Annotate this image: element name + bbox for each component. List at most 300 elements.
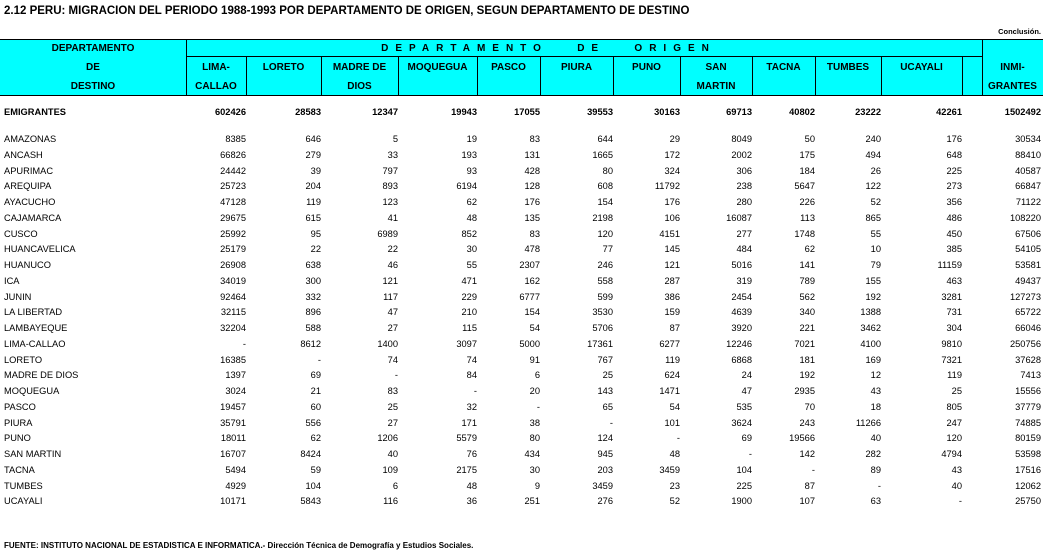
migration-value-cell: 2175	[456, 465, 477, 475]
migration-value-cell: 123	[382, 197, 398, 207]
migration-value-cell: 76	[466, 449, 477, 459]
destination-row-label: LAMBAYEQUE	[4, 323, 68, 333]
origin-column-header: UCAYALI	[900, 62, 943, 73]
migration-value-cell: 65	[602, 402, 613, 412]
migration-value-cell: 25723	[220, 181, 246, 191]
table-title: 2.12 PERU: MIGRACION DEL PERIODO 1988-1993 POR DEPARTAMENTO DE ORIGEN, SEGUN DEPARTAMENTO DE DESTINO	[4, 5, 690, 17]
migration-value-cell: 789	[799, 276, 815, 286]
migration-value-cell: 5494	[225, 465, 246, 475]
migration-value-cell: 43	[951, 465, 962, 475]
migration-value-cell: 24442	[220, 166, 246, 176]
migration-value-cell: 11159	[937, 260, 962, 270]
migration-value-cell: 10	[870, 244, 881, 254]
migration-value-cell: 92464	[220, 292, 246, 302]
emigrantes-total-cell: 39553	[587, 107, 613, 117]
migration-value-cell: 121	[664, 260, 680, 270]
migration-value-cell: 6989	[377, 229, 398, 239]
migration-value-cell: 5647	[794, 181, 815, 191]
migration-value-cell: 113	[800, 213, 815, 223]
migration-value-cell: 3624	[731, 418, 752, 428]
migration-value-cell: 115	[462, 323, 477, 333]
migration-value-cell: 6277	[659, 339, 680, 349]
migration-value-cell: 3459	[592, 481, 613, 491]
destination-row-label: LORETO	[4, 355, 43, 365]
destination-row-label: AREQUIPA	[4, 181, 52, 191]
migration-value-cell: 484	[736, 244, 752, 254]
migration-value-cell: 282	[865, 449, 881, 459]
migration-value-cell: 385	[946, 244, 962, 254]
migration-value-cell: 8385	[225, 134, 246, 144]
migration-value-cell: 192	[865, 292, 881, 302]
migration-value-cell: 192	[799, 370, 815, 380]
migration-value-cell: 280	[736, 197, 752, 207]
migration-value-cell: 3459	[659, 465, 680, 475]
migration-value-cell: 356	[946, 197, 962, 207]
migration-value-cell: 48	[669, 449, 680, 459]
migration-value-cell: 37779	[1015, 402, 1041, 412]
migration-value-cell: 175	[799, 150, 815, 160]
migration-value-cell: 644	[597, 134, 613, 144]
destination-row-label: ANCASH	[4, 150, 43, 160]
migration-value-cell: 25	[602, 370, 613, 380]
migration-value-cell: 535	[736, 402, 752, 412]
migration-value-cell: 121	[382, 276, 398, 286]
migration-value-cell: 1665	[592, 150, 613, 160]
migration-value-cell: 154	[524, 307, 540, 317]
migration-value-cell: 471	[461, 276, 477, 286]
migration-value-cell: 83	[387, 386, 398, 396]
migration-value-cell: 104	[305, 481, 321, 491]
migration-value-cell: 27	[387, 418, 398, 428]
migration-value-cell: 3530	[592, 307, 613, 317]
migration-value-cell: 46	[387, 260, 398, 270]
migration-value-cell: 69	[741, 433, 752, 443]
migration-value-cell: 29	[669, 134, 680, 144]
migration-value-cell: 95	[310, 229, 321, 239]
source-footer: FUENTE: INSTITUTO NACIONAL DE ESTADISTICA E INFORMATICA.- Dirección Técnica de Demografía y Estudios Sociales.	[4, 541, 474, 550]
migration-value-cell: 30	[529, 465, 540, 475]
migration-value-cell: 40	[387, 449, 398, 459]
migration-value-cell: 319	[736, 276, 752, 286]
migration-value-cell: 25	[387, 402, 398, 412]
migration-value-cell: 66847	[1015, 181, 1041, 191]
migration-value-cell: 2454	[731, 292, 752, 302]
migration-value-cell: -	[748, 449, 752, 459]
migration-value-cell: 124	[597, 433, 613, 443]
migration-value-cell: 16087	[726, 213, 752, 223]
header-inmigrantes-line-2: GRANTES	[988, 81, 1037, 92]
destination-row-label: HUANUCO	[4, 260, 52, 270]
migration-value-cell: 48	[466, 481, 477, 491]
origin-column-header: CALLAO	[195, 81, 237, 92]
migration-value-cell: 25750	[1015, 496, 1041, 506]
migration-value-cell: 91	[529, 355, 540, 365]
migration-value-cell: 1397	[225, 370, 246, 380]
migration-value-cell: 40	[870, 433, 881, 443]
migration-value-cell: 1900	[731, 496, 752, 506]
migration-value-cell: 19457	[220, 402, 246, 412]
migration-value-cell: 55	[870, 229, 881, 239]
migration-value-cell: 243	[799, 418, 815, 428]
migration-value-cell: 1388	[860, 307, 881, 317]
migration-value-cell: 107	[799, 496, 815, 506]
migration-value-cell: 40	[951, 481, 962, 491]
migration-value-cell: 172	[664, 150, 680, 160]
emigrantes-total-cell: 12347	[372, 107, 398, 117]
migration-value-cell: 89	[870, 465, 881, 475]
migration-value-cell: 638	[305, 260, 321, 270]
origin-column-divider	[962, 56, 963, 95]
migration-value-cell: 66826	[220, 150, 246, 160]
migration-value-cell: 119	[947, 370, 962, 380]
origin-column-header: PASCO	[491, 62, 526, 73]
migration-value-cell: 6	[392, 481, 398, 491]
migration-value-cell: 3024	[225, 386, 246, 396]
migration-value-cell: 104	[736, 465, 752, 475]
emigrantes-total-cell: 42261	[936, 107, 962, 117]
migration-value-cell: 176	[524, 197, 540, 207]
migration-value-cell: 852	[461, 229, 477, 239]
origin-column-header: SAN	[705, 62, 727, 73]
migration-value-cell: 9810	[941, 339, 962, 349]
conclusion-note: Conclusión.	[998, 27, 1041, 36]
migration-value-cell: 386	[664, 292, 680, 302]
migration-value-cell: 154	[597, 197, 613, 207]
emigrantes-total-cell: 602426	[214, 107, 246, 117]
migration-value-cell: 52	[669, 496, 680, 506]
emigrantes-total-cell: 69713	[726, 107, 752, 117]
migration-value-cell: 238	[736, 181, 752, 191]
migration-value-cell: 250756	[1009, 339, 1041, 349]
migration-value-cell: 562	[799, 292, 815, 302]
migration-value-cell: 15556	[1015, 386, 1041, 396]
migration-value-cell: 127273	[1009, 292, 1041, 302]
destination-row-label: TUMBES	[4, 481, 43, 491]
migration-value-cell: 101	[664, 418, 680, 428]
migration-value-cell: 246	[597, 260, 613, 270]
destination-row-label: HUANCAVELICA	[4, 244, 76, 254]
migration-value-cell: 494	[865, 150, 881, 160]
migration-value-cell: 80159	[1015, 433, 1041, 443]
migration-value-cell: 50	[804, 134, 815, 144]
migration-value-cell: 74	[387, 355, 398, 365]
migration-value-cell: -	[317, 355, 321, 365]
migration-value-cell: 34019	[220, 276, 246, 286]
migration-value-cell: 65722	[1015, 307, 1041, 317]
migration-value-cell: 181	[799, 355, 815, 365]
migration-value-cell: 247	[946, 418, 962, 428]
migration-value-cell: 80	[529, 433, 540, 443]
destination-row-label: UCAYALI	[4, 496, 43, 506]
migration-value-cell: 1471	[659, 386, 680, 396]
migration-value-cell: 304	[946, 323, 962, 333]
destination-row-label: APURIMAC	[4, 166, 54, 176]
migration-value-cell: 12062	[1015, 481, 1041, 491]
migration-value-cell: 463	[946, 276, 962, 286]
migration-value-cell: 332	[305, 292, 321, 302]
migration-value-cell: 40587	[1015, 166, 1041, 176]
migration-value-cell: 122	[865, 181, 881, 191]
migration-value-cell: 80	[602, 166, 613, 176]
header-inmigrantes-line-1: INMI-	[1000, 62, 1025, 73]
migration-value-cell: 33	[387, 150, 398, 160]
migration-value-cell: 83	[529, 134, 540, 144]
migration-value-cell: 3920	[731, 323, 752, 333]
migration-value-cell: 7021	[794, 339, 815, 349]
migration-value-cell: 26908	[220, 260, 246, 270]
destination-row-label: PUNO	[4, 433, 31, 443]
migration-value-cell: 16707	[220, 449, 246, 459]
origin-column-header: PUNO	[632, 62, 661, 73]
migration-value-cell: 340	[799, 307, 815, 317]
migration-value-cell: 450	[946, 229, 962, 239]
destination-row-label: ICA	[4, 276, 20, 286]
migration-value-cell: 203	[597, 465, 613, 475]
migration-value-cell: 128	[524, 181, 540, 191]
migration-value-cell: 18	[870, 402, 881, 412]
migration-value-cell: 3097	[456, 339, 477, 349]
migration-value-cell: -	[811, 465, 815, 475]
migration-value-cell: 646	[305, 134, 321, 144]
origen-group-underline	[186, 56, 982, 57]
destination-row-label: MOQUEGUA	[4, 386, 60, 396]
migration-value-cell: 25992	[220, 229, 246, 239]
destination-row-label: AYACUCHO	[4, 197, 56, 207]
migration-value-cell: 84	[466, 370, 477, 380]
migration-value-cell: 225	[736, 481, 752, 491]
migration-value-cell: 945	[597, 449, 613, 459]
destination-row-label: CUSCO	[4, 229, 38, 239]
migration-value-cell: 52	[870, 197, 881, 207]
migration-value-cell: 556	[305, 418, 321, 428]
migration-value-cell: 54	[669, 402, 680, 412]
migration-value-cell: 87	[669, 323, 680, 333]
destination-row-label: LIMA-CALLAO	[4, 339, 66, 349]
migration-value-cell: -	[676, 433, 680, 443]
header-destino-line-3: DESTINO	[70, 81, 116, 92]
emigrantes-total-cell: 19943	[451, 107, 477, 117]
migration-value-cell: 30	[466, 244, 477, 254]
migration-value-cell: 32204	[220, 323, 246, 333]
migration-value-cell: 8612	[300, 339, 321, 349]
migration-value-cell: 893	[382, 181, 398, 191]
migration-value-cell: 240	[865, 134, 881, 144]
migration-value-cell: 67506	[1015, 229, 1041, 239]
migration-value-cell: 8424	[300, 449, 321, 459]
migration-value-cell: 7321	[941, 355, 962, 365]
origin-column-header: MOQUEGUA	[407, 62, 468, 73]
migration-value-cell: 30534	[1015, 134, 1041, 144]
migration-value-cell: -	[536, 402, 540, 412]
migration-value-cell: 32	[466, 402, 477, 412]
origin-column-header: MADRE DE	[332, 62, 387, 73]
migration-value-cell: 135	[524, 213, 540, 223]
origin-column-header: TACNA	[766, 62, 801, 73]
destination-row-label: JUNIN	[4, 292, 32, 302]
migration-value-cell: 7413	[1020, 370, 1041, 380]
migration-value-cell: 4794	[941, 449, 962, 459]
destination-row-label: PIURA	[4, 418, 33, 428]
migration-value-cell: 279	[305, 150, 321, 160]
destination-row-label: LA LIBERTAD	[4, 307, 63, 317]
migration-value-cell: 6868	[731, 355, 752, 365]
origin-column-header: DIOS	[347, 81, 372, 92]
migration-value-cell: 25	[951, 386, 962, 396]
migration-value-cell: 226	[799, 197, 815, 207]
destination-row-label: TACNA	[4, 465, 35, 475]
migration-value-cell: 18011	[220, 433, 246, 443]
migration-value-cell: 225	[946, 166, 962, 176]
migration-value-cell: 805	[946, 402, 962, 412]
destination-row-label: MADRE DE DIOS	[4, 370, 79, 380]
migration-value-cell: 43	[870, 386, 881, 396]
migration-value-cell: 5000	[519, 339, 540, 349]
migration-value-cell: 24	[741, 370, 752, 380]
migration-value-cell: 108220	[1009, 213, 1041, 223]
emigrantes-total-cell: 17055	[514, 107, 540, 117]
migration-value-cell: 19566	[789, 433, 815, 443]
migration-value-cell: 608	[597, 181, 613, 191]
migration-value-cell: 48	[466, 213, 477, 223]
migration-value-cell: 37628	[1015, 355, 1041, 365]
migration-value-cell: 324	[664, 166, 680, 176]
migration-value-cell: 428	[524, 166, 540, 176]
migration-value-cell: 17516	[1015, 465, 1041, 475]
migration-value-cell: 106	[664, 213, 680, 223]
migration-value-cell: 55	[466, 260, 477, 270]
migration-value-cell: 35791	[220, 418, 246, 428]
migration-value-cell: 62	[310, 433, 321, 443]
migration-value-cell: 9	[534, 481, 540, 491]
migration-value-cell: 143	[597, 386, 613, 396]
migration-value-cell: 221	[799, 323, 815, 333]
migration-value-cell: 69	[310, 370, 321, 380]
migration-value-cell: 22	[310, 244, 321, 254]
migration-value-cell: 87	[804, 481, 815, 491]
migration-value-cell: 797	[382, 166, 398, 176]
migration-value-cell: 599	[597, 292, 613, 302]
migration-value-cell: 4929	[225, 481, 246, 491]
migration-value-cell: 29675	[220, 213, 246, 223]
migration-value-cell: 1206	[377, 433, 398, 443]
emigrantes-row-label: EMIGRANTES	[4, 107, 66, 117]
migration-value-cell: 648	[946, 150, 962, 160]
migration-value-cell: 20	[529, 386, 540, 396]
migration-value-cell: -	[394, 370, 398, 380]
migration-value-cell: 62	[466, 197, 477, 207]
migration-value-cell: 41	[387, 213, 398, 223]
migration-value-cell: -	[609, 418, 613, 428]
migration-value-cell: 306	[736, 166, 752, 176]
migration-value-cell: 276	[597, 496, 613, 506]
migration-value-cell: 5	[392, 134, 398, 144]
migration-value-cell: 865	[865, 213, 881, 223]
migration-value-cell: 74885	[1015, 418, 1041, 428]
migration-value-cell: 120	[946, 433, 962, 443]
origin-column-header: MARTIN	[696, 81, 736, 92]
migration-value-cell: 16385	[220, 355, 246, 365]
migration-value-cell: 588	[305, 323, 321, 333]
migration-value-cell: 17361	[587, 339, 613, 349]
migration-value-cell: 2002	[731, 150, 752, 160]
migration-value-cell: 70	[804, 402, 815, 412]
migration-value-cell: 39	[310, 166, 321, 176]
migration-value-cell: 162	[524, 276, 540, 286]
migration-value-cell: 8049	[731, 134, 752, 144]
migration-value-cell: 169	[865, 355, 881, 365]
migration-value-cell: 4639	[731, 307, 752, 317]
migration-value-cell: 5706	[592, 323, 613, 333]
migration-value-cell: 141	[799, 260, 815, 270]
header-destino-line-1: DEPARTAMENTO	[51, 43, 135, 54]
migration-value-cell: 204	[305, 181, 321, 191]
migration-value-cell: 2307	[519, 260, 540, 270]
migration-value-cell: 4151	[659, 229, 680, 239]
migration-value-cell: 615	[305, 213, 321, 223]
migration-value-cell: 59	[310, 465, 321, 475]
migration-value-cell: 159	[664, 307, 680, 317]
migration-value-cell: 184	[799, 166, 815, 176]
migration-value-cell: 53598	[1015, 449, 1041, 459]
origin-column-header: LIMA-	[202, 62, 230, 73]
migration-value-cell: 11792	[654, 181, 680, 191]
migration-value-cell: 176	[946, 134, 962, 144]
migration-value-cell: 117	[383, 292, 398, 302]
migration-value-cell: 74	[466, 355, 477, 365]
origin-column-header: PIURA	[560, 62, 593, 73]
destination-row-label: PASCO	[4, 402, 36, 412]
migration-value-cell: 1400	[377, 339, 398, 349]
header-bottom-border	[0, 95, 1043, 96]
emigrantes-total-cell: 28583	[295, 107, 321, 117]
migration-value-cell: 3281	[941, 292, 962, 302]
migration-value-cell: 26	[870, 166, 881, 176]
migration-value-cell: 486	[946, 213, 962, 223]
migration-value-cell: 434	[524, 449, 540, 459]
migration-value-cell: 38	[529, 418, 540, 428]
migration-value-cell: 131	[524, 150, 540, 160]
migration-value-cell: 478	[524, 244, 540, 254]
migration-value-cell: 49437	[1015, 276, 1041, 286]
migration-value-cell: 54	[529, 323, 540, 333]
migration-value-cell: -	[877, 481, 881, 491]
migration-value-cell: 624	[664, 370, 680, 380]
migration-value-cell: 25179	[220, 244, 246, 254]
migration-value-cell: 47	[741, 386, 752, 396]
destination-row-label: SAN MARTIN	[4, 449, 62, 459]
migration-value-cell: 6777	[519, 292, 540, 302]
migration-value-cell: 2935	[794, 386, 815, 396]
migration-value-cell: 1748	[794, 229, 815, 239]
migration-value-cell: 71122	[1015, 197, 1041, 207]
migration-value-cell: 731	[946, 307, 962, 317]
migration-value-cell: 287	[664, 276, 680, 286]
migration-value-cell: 229	[461, 292, 477, 302]
migration-value-cell: 12246	[726, 339, 752, 349]
migration-value-cell: 300	[305, 276, 321, 286]
origin-column-header: LORETO	[262, 62, 305, 73]
migration-value-cell: -	[473, 386, 477, 396]
migration-value-cell: 19	[466, 134, 477, 144]
migration-value-cell: -	[958, 496, 962, 506]
migration-value-cell: 210	[461, 307, 477, 317]
migration-value-cell: 5579	[456, 433, 477, 443]
migration-value-cell: 277	[736, 229, 752, 239]
migration-value-cell: -	[242, 339, 246, 349]
destination-row-label: CAJAMARCA	[4, 213, 62, 223]
migration-value-cell: 120	[597, 229, 613, 239]
header-origen-group: DEPARTAMENTO DE ORIGEN	[381, 43, 716, 54]
